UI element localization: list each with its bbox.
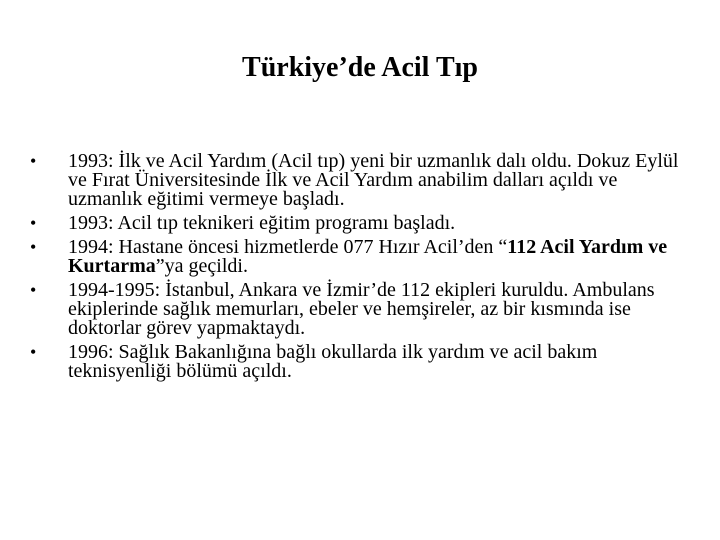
bullet-item-1993-tekniker (30, 214, 685, 233)
bullet-icon: • (30, 237, 37, 257)
bullet-text: 1993: Acil tıp teknikeri eğitim programı başladı. (68, 212, 456, 234)
bullet-text: 1996: Sağlık Bakanlığına bağlı okullarda ilk yardım ve acil bakım teknisyenliği bölümü açıldı. (68, 341, 598, 382)
bullet-item-1994-112 (30, 238, 685, 276)
slide-title: Türkiye’de Acil Tıp (242, 52, 478, 83)
bullet-item-1994-1995-ekipler (30, 281, 685, 338)
bullet-text: 1994-1995: İstanbul, Ankara ve İzmir’de 112 ekipleri kuruldu. Ambulans ekiplerinde sağlık memurları, ebeler ve hemşireler, az bir kısmında ise doktorlar görev yapmaktaydı. (68, 279, 655, 339)
bullet-text-after: ”ya geçildi. (155, 255, 248, 277)
bullet-item-1993-uzmanlik (30, 152, 685, 209)
bullet-text: 1993: İlk ve Acil Yardım (Acil tıp) yeni bir uzmanlık dalı oldu. Dokuz Eylül ve Fırat Üniversitesinde İlk ve Acil Yardım anabilim dalları açıldı ve uzmanlık eğitimi vermeye başladı. (68, 150, 679, 210)
bullet-icon: • (30, 213, 37, 233)
bullet-icon: • (30, 280, 37, 300)
bullet-item-1996-teknisyen (30, 343, 685, 381)
bullet-list (30, 152, 685, 386)
bullet-icon: • (30, 151, 37, 171)
bullet-text-bold: 112 Acil Yardım ve Kurtarma (68, 236, 668, 277)
bullet-icon: • (30, 342, 37, 362)
bullet-text-before: 1994: Hastane öncesi hizmetlerde 077 Hızır Acil’den “ (68, 236, 508, 258)
